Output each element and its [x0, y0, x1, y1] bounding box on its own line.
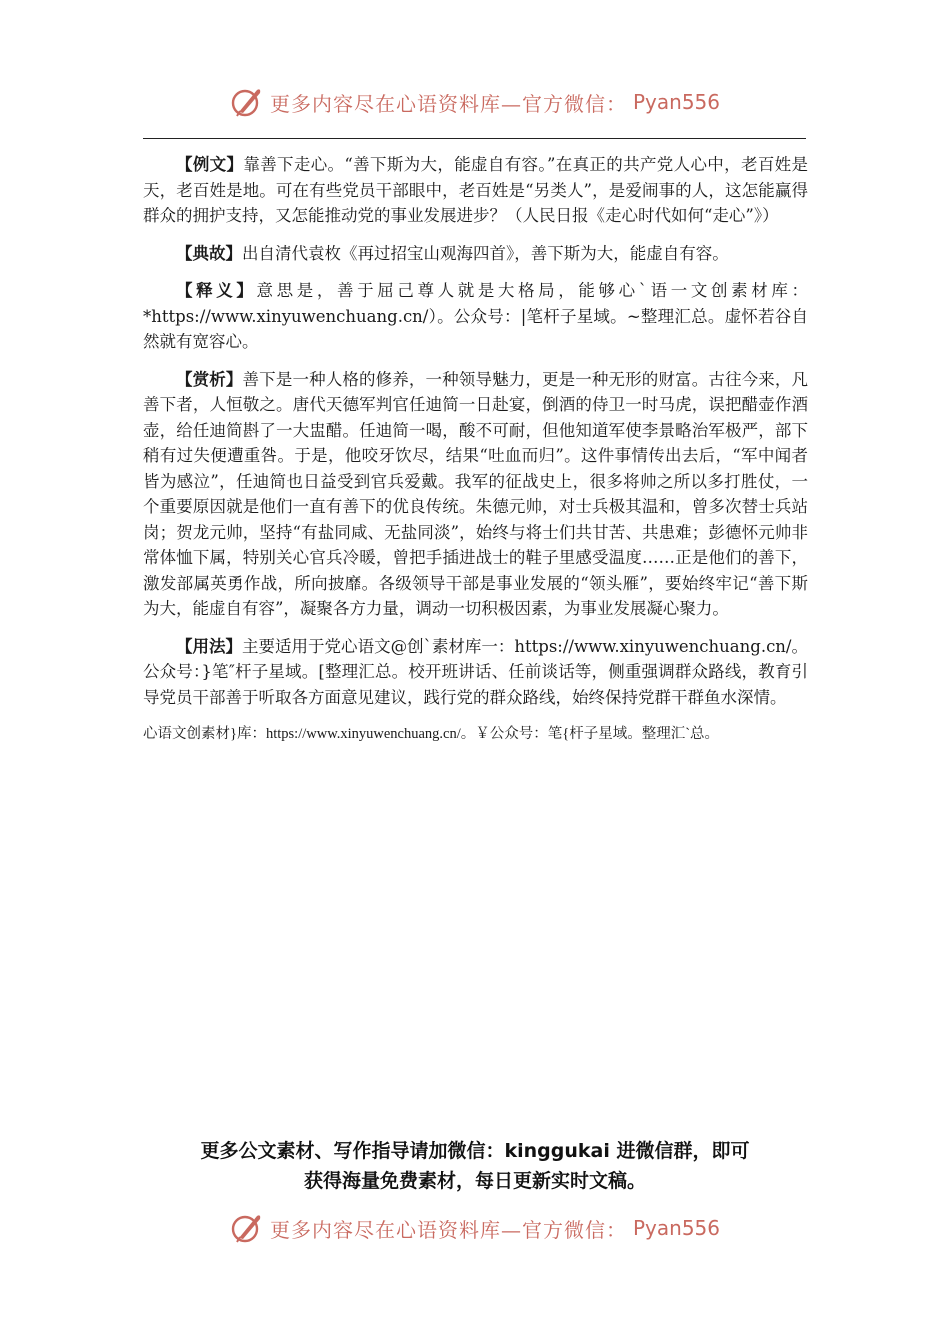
promo-line-1: 更多公文素材、写作指导请加微信：kinggukai 进微信群，即可	[200, 1140, 750, 1162]
meaning-paragraph	[143, 278, 808, 355]
promo-notice	[60, 1136, 890, 1196]
quill-pen-logo-icon	[230, 1211, 264, 1245]
usage-paragraph	[143, 634, 808, 711]
footer-banner-text: 更多内容尽在心语资料库—官方微信：	[269, 1217, 627, 1242]
banner-wechat-id: Pyan556	[632, 90, 720, 114]
origin-tag: 【典故】	[176, 243, 242, 263]
example-text: 靠善下走心。“善下斯为大，能虚自有容。”在真正的共产党人心中，老百姓是天，老百姓是地。可在有些党员干部眼中，老百姓是“另类人”，是爱闹事的人，这怎能赢得群众的拥护支持，又怎能推动党的事业发展进步？（人民日报《走心时代如何“走心”》）	[143, 155, 808, 225]
quill-pen-logo-icon	[230, 85, 264, 119]
example-paragraph	[143, 152, 808, 229]
banner-text: 更多内容尽在心语资料库—官方微信：	[269, 91, 627, 116]
analysis-tag: 【赏析】	[176, 369, 243, 389]
article-body	[143, 152, 808, 746]
analysis-text: 善下是一种人格的修养，一种领导魅力，更是一种无形的财富。古往今来，凡善下者，人恒敬之。唐代天德军判官任迪简一日赴宴，倒酒的侍卫一时马虎，误把醋壶作酒壶，给任迪简斟了一大盅醋。任迪简一喝，酸不可耐，但他知道军使李景略治军极严，部下稍有过失便遭重咎。于是，他咬牙饮尽，结果“吐血而归”。这件事情传出去后，“军中闻者皆为感泣”，任迪简也日益受到官兵爱戴。我军的征战史上，很多将帅之所以多打胜仗，一个重要原因就是他们一直有善下的优良传统。朱德元帅，对士兵极其温和，曾多次替士兵站岗；贺龙元帅，坚持“有盐同咸、无盐同淡”，始终与将士们共甘苦、共患难；彭德怀元帅非常体恤下属，特别关心官兵冷暖，曾把手插进战士的鞋子里感受温度……正是他们的善下，激发部属英勇作战，所向披靡。各级领导干部是事业发展的“领头雁”，要始终牢记“善下斯为大，能虚自有容”，凝聚各方力量，调动一切积极因素，为事业发展凝心聚力。	[143, 369, 809, 618]
origin-paragraph	[143, 241, 808, 267]
header-banner	[0, 82, 950, 122]
header-divider	[143, 138, 806, 139]
usage-text-rest: www.xinyuwenchuang.cn/。公众号：}笔″杆子星域。[整理汇总。校开班讲话、任前谈话等，侧重强调群众路线，教育引导党员干部善于听取各方面意见建议，践行党的群众路线，始终保持党群干群鱼水深情。	[143, 636, 808, 707]
origin-text: 出自清代袁枚《再过招宝山观海四首》，善下斯为大，能虚自有容。	[242, 243, 729, 263]
analysis-paragraph	[143, 367, 808, 622]
meaning-text: 意思是，善于屈己尊人就是大格局，能够心`语一文创素材库：*https://www.xinyuwenchuang.cn/）。公众号：|笔杆子星域。~整理汇总。虚怀若谷自然就有宽容心。	[143, 281, 809, 351]
promo-line-2: 获得海量免费素材，每日更新实时文稿。	[303, 1170, 646, 1192]
usage-tag: 【用法】	[176, 636, 243, 656]
example-tag: 【例文】	[176, 155, 244, 174]
footer-banner-wechat-id: Pyan556	[632, 1216, 720, 1240]
footnote-source: 心语文创素材}库：https://www.xinyuwenchuang.cn/。￥公众号：笔{杆子星域。整理汇`总。	[143, 726, 720, 742]
usage-text-first: 主要适用于党心语文@创`素材库一：https://	[242, 636, 574, 656]
footer-banner	[0, 1208, 950, 1248]
meaning-tag: 【释义】	[176, 281, 257, 300]
